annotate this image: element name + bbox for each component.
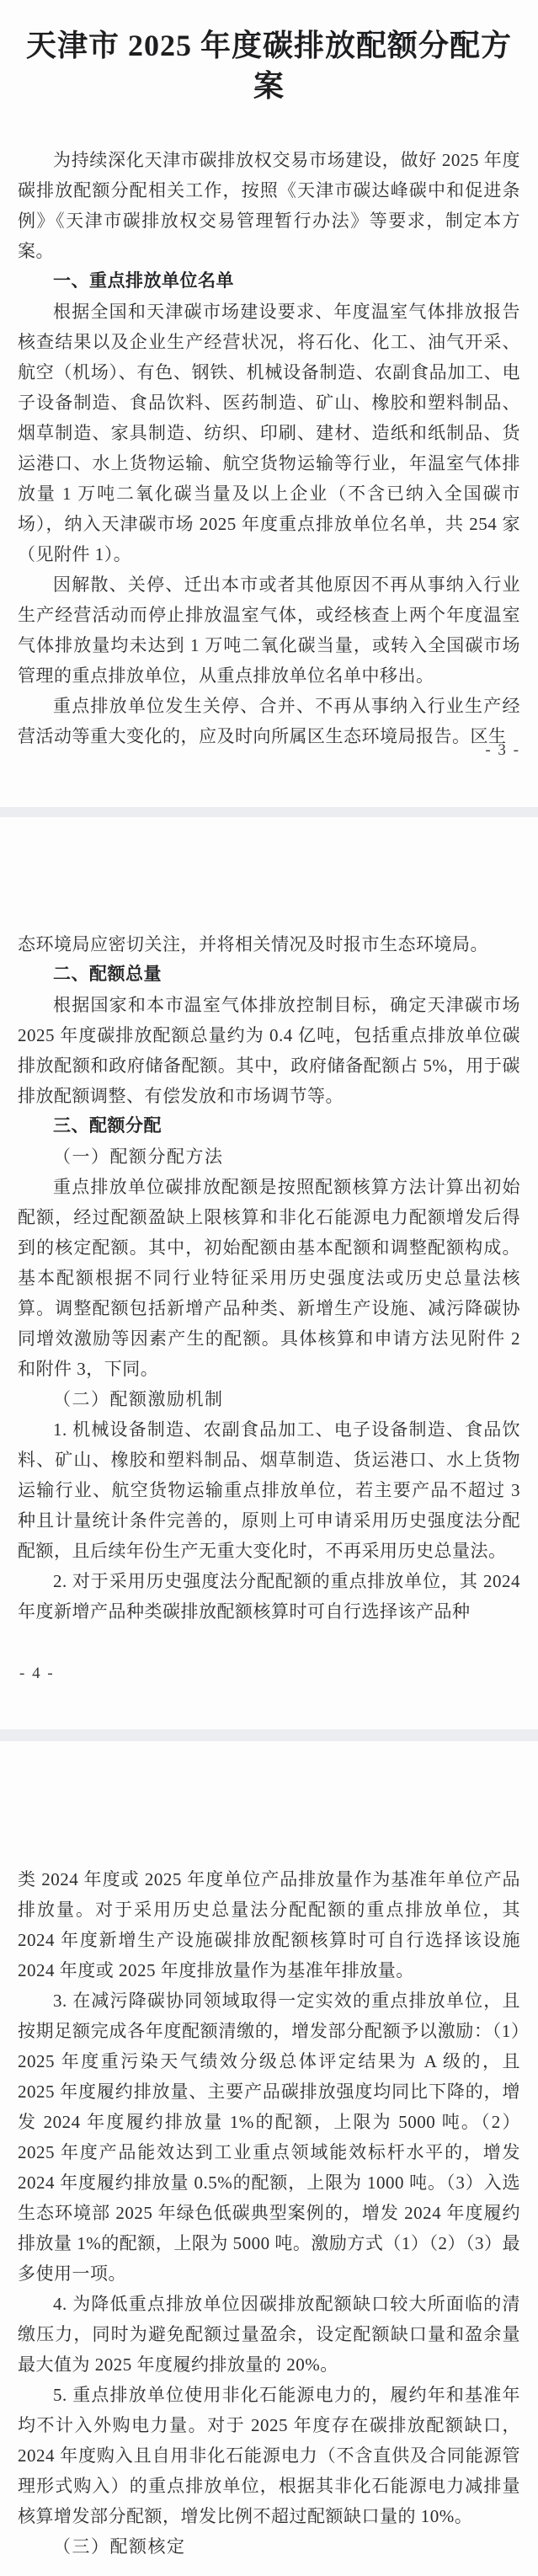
document-title: 天津市 2025 年度碳排放配额分配方案 <box>25 29 512 103</box>
page-separator-1 <box>0 807 538 817</box>
paragraph-allocation-method: 重点排放单位碳排放配额是按照配额核算方法计算出初始配额，经过配额盈缺上限核算和非化石能源电力配额增发后得到的核定配额。其中，初始配额由基本配额和调整配额构成。基本配额根据不同行业特征采用历史强度法或历史总量法核算。调整配额包括新增产品种类、新增生产设施、减污降碳协同增效激励等因素产生的配额。具体核算和申请方法见附件 2 和附件 3，下同。 <box>18 1177 520 1379</box>
paragraph-incentive-item-1: 1. 机械设备制造、农副食品加工、电子设备制造、食品饮料、矿山、橡胶和塑料制品、烟草制造、货运港口、水上货物运输行业、航空货物运输重点排放单位，若主要产品不超过 3 种且计量统计条件完善的，原则上可申请采用历史强度法分配配额，且后续年份生产无重大变化时，不再采用历史总量法。 <box>18 1419 520 1561</box>
page-number-3: - 3 - <box>485 741 520 759</box>
paragraph-incentive-item-2-continued: 类 2024 年度或 2025 年度单位产品排放量作为基准年单位产品排放量。对于采用历史总量法分配配额的重点排放单位，其 2024 年度新增生产设施碳排放配额核算时可自行选择该设施 2024 年度或 2025 年度排放量作为基准年排放量。 <box>18 1869 520 1980</box>
scanned-page-2 <box>0 817 538 1729</box>
paragraph-report-rule: 重点排放单位发生关停、合并、不再从事纳入行业生产经营活动等重大变化的，应及时向所属区生态环境局报告。区生 <box>18 696 520 746</box>
paragraph-incentive-item-5: 5. 重点排放单位使用非化石能源电力的，履约年和基准年均不计入外购电力量。对于 2025 年度存在碳排放配额缺口，2024 年度购入且自用非化石能源电力（不含直供及合同能源管理形式购入）的重点排放单位，根据其非化石能源电力减排量核算增发部分配额，增发比例不超过配额缺口量的 10%。 <box>18 2385 520 2526</box>
section-heading-unit-list: 一、重点排放单位名单 <box>53 271 234 291</box>
paragraph-unit-list: 根据全国和天津碳市场建设要求、年度温室气体排放报告核查结果以及企业生产经营状况，将石化、化工、油气开采、航空（机场）、有色、钢铁、机械设备制造、农副食品加工、电子设备制造、食品饮料、医药制造、矿山、橡胶和塑料制品、烟草制造、家具制造、纺织、印刷、建材、造纸和纸制品、货运港口、水上货物运输、航空货物运输等行业，年温室气体排放量 1 万吨二氧化碳当量及以上企业（不含已纳入全国碳市场），纳入天津碳市场 2025 年度重点排放单位名单，共 254 家（见附件 1）。 <box>18 302 520 564</box>
subheading-quota-verification: （三）配额核定 <box>53 2536 186 2557</box>
page-separator-2 <box>0 1729 538 1741</box>
page-number-4: - 4 - <box>19 1665 55 1682</box>
scanned-page-3 <box>0 1741 538 2576</box>
section-heading-quota-allocation: 三、配额分配 <box>53 1116 162 1136</box>
subheading-allocation-method: （一）配额分配方法 <box>53 1146 224 1167</box>
paragraph-report-rule-continued: 态环境局应密切关注，并将相关情况及时报市生态环境局。 <box>18 934 488 954</box>
paragraph-intro: 为持续深化天津市碳排放权交易市场建设，做好 2025 年度碳排放配额分配相关工作，按照《天津市碳达峰碳中和促进条例》《天津市碳排放权交易管理暂行办法》等要求，制定本方案。 <box>18 150 520 261</box>
paragraph-incentive-item-2: 2. 对于采用历史强度法分配配额的重点排放单位，其 2024 年度新增产品种类碳排放配额核算时可自行选择该产品种 <box>18 1571 520 1622</box>
paragraph-quota-total: 根据国家和本市温室气体排放控制目标，确定天津碳市场 2025 年度碳排放配额总量约为 0.4 亿吨，包括重点排放单位碳排放配额和政府储备配额。其中，政府储备配额占 5%，用于碳排放配额调整、有偿发放和市场调节等。 <box>18 995 520 1106</box>
subheading-incentive-mechanism: （二）配额激励机制 <box>53 1389 224 1409</box>
section-heading-quota-total: 二、配额总量 <box>53 965 162 984</box>
scanned-page-1 <box>0 0 538 807</box>
paragraph-incentive-item-4: 4. 为降低重点排放单位因碳排放配额缺口较大所面临的清缴压力，同时为避免配额过量盈余，设定配额缺口量和盈余量最大值为 2025 年度履约排放量的 20%。 <box>18 2294 520 2375</box>
paragraph-incentive-item-3: 3. 在减污降碳协同领域取得一定实效的重点排放单位，且按期足额完成各年度配额清缴的，增发部分配额予以激励：（1）2025 年度重污染天气绩效分级总体评定结果为 A 级的，且 2025 年度履约排放量、主要产品碳排放强度均同比下降的，增发 2024 年度履约排放量 1%的配额，上限为 5000 吨。（2）2025 年度产品能效达到工业重点领域能效标杆水平的，增发 2024 年度履约排放量 0.5%的配额，上限为 1000 吨。（3）入选生态环境部 2025 年绿色低碳典型案例的，增发 2024 年度履约排放量 1%的配额，上限为 5000 吨。激励方式（1）（2）（3）最多使用一项。 <box>18 1991 520 2284</box>
paragraph-removal-rule: 因解散、关停、迁出本市或者其他原因不再从事纳入行业生产经营活动而停止排放温室气体，或经核查上两个年度温室气体排放量均未达到 1 万吨二氧化碳当量，或转入全国碳市场管理的重点排放单位，从重点排放单位名单中移出。 <box>18 575 520 686</box>
